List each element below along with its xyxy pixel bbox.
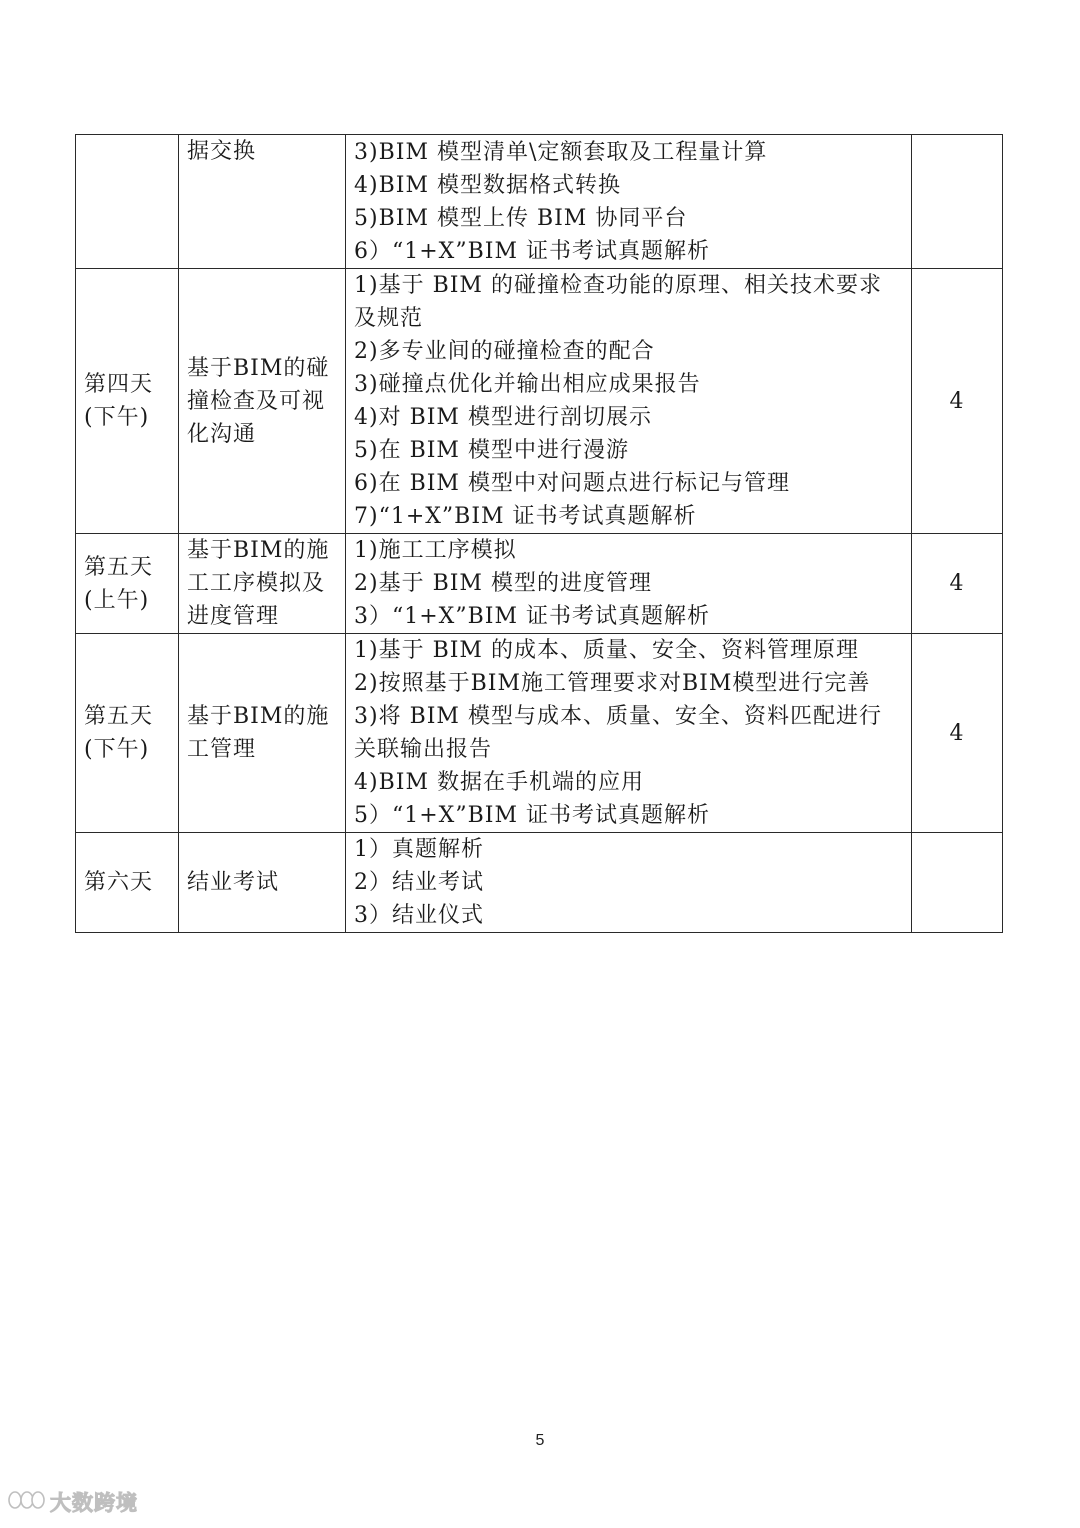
content-line: 4)BIM 模型数据格式转换 bbox=[354, 172, 621, 198]
content-line: 1)基于 BIM 的碰撞检查功能的原理、相关技术要求及规范 bbox=[354, 273, 882, 331]
hours-cell: 4 bbox=[912, 634, 1003, 833]
day-cell bbox=[76, 135, 179, 269]
content-line: 6)在 BIM 模型中对问题点进行标记与管理 bbox=[354, 471, 790, 496]
content-line: 3)BIM 模型清单\定额套取及工程量计算 bbox=[354, 139, 768, 165]
table-row bbox=[76, 534, 1003, 634]
day-cell bbox=[76, 534, 179, 634]
content-line: 2）结业考试 bbox=[354, 870, 484, 895]
topic-cell bbox=[179, 534, 346, 634]
course-schedule-table bbox=[75, 134, 1003, 933]
content-line: 4)对 BIM 模型进行剖切展示 bbox=[354, 405, 652, 430]
content-line: 7)“1+X”BIM 证书考试真题解析 bbox=[354, 504, 697, 529]
day-cell bbox=[76, 269, 179, 534]
session-label: (下午) bbox=[84, 405, 150, 430]
content-line: 3)碰撞点优化并输出相应成果报告 bbox=[354, 372, 701, 397]
hours-cell bbox=[912, 135, 1003, 269]
content-line: 1）真题解析 bbox=[354, 837, 484, 862]
day-cell bbox=[76, 634, 179, 833]
watermark-text: 大数跨境 bbox=[50, 1491, 138, 1515]
content-line: 1)施工工序模拟 bbox=[354, 538, 517, 563]
day-label: 第五天 bbox=[84, 554, 154, 580]
day-label: 第四天 bbox=[84, 372, 154, 397]
content-line: 6）“1+X”BIM 证书考试真题解析 bbox=[354, 238, 710, 264]
content-cell bbox=[346, 534, 912, 634]
topic-cell bbox=[179, 269, 346, 534]
topic-cell bbox=[179, 634, 346, 833]
table-row bbox=[76, 634, 1003, 833]
content-line: 5)在 BIM 模型中进行漫游 bbox=[354, 438, 629, 463]
topic-text: 基于BIM的施工工序模拟及进度管理 bbox=[187, 538, 330, 629]
topic-text: 结业考试 bbox=[187, 870, 280, 895]
topic-cell bbox=[179, 135, 346, 269]
watermark bbox=[6, 1486, 138, 1518]
topic-text: 基于BIM的施工管理 bbox=[187, 704, 330, 762]
page-number: 5 bbox=[535, 1432, 545, 1449]
hours-cell: 4 bbox=[912, 534, 1003, 634]
content-line: 2)按照基于BIM施工管理要求对BIM模型进行完善 bbox=[354, 671, 871, 696]
content-line: 2)多专业间的碰撞检查的配合 bbox=[354, 339, 655, 364]
content-line: 2)基于 BIM 模型的进度管理 bbox=[354, 571, 652, 596]
content-line: 3)将 BIM 模型与成本、质量、安全、资料匹配进行关联输出报告 bbox=[354, 704, 882, 762]
content-cell bbox=[346, 833, 912, 933]
content-line: 4)BIM 数据在手机端的应用 bbox=[354, 770, 644, 795]
topic-cell bbox=[179, 833, 346, 933]
hours-cell bbox=[912, 833, 1003, 933]
content-line: 5)BIM 模型上传 BIM 协同平台 bbox=[354, 205, 688, 231]
table-row bbox=[76, 269, 1003, 534]
session-label: (上午) bbox=[84, 587, 150, 613]
topic-text: 基于BIM的碰撞检查及可视化沟通 bbox=[187, 355, 330, 447]
day-label: 第五天 bbox=[84, 704, 154, 729]
day-label: 第六天 bbox=[84, 870, 154, 895]
day-cell bbox=[76, 833, 179, 933]
topic-text: 据交换 bbox=[187, 139, 257, 164]
content-line: 5）“1+X”BIM 证书考试真题解析 bbox=[354, 803, 710, 828]
wechat-channel-logo-icon bbox=[6, 1487, 46, 1517]
content-cell bbox=[346, 269, 912, 534]
content-cell bbox=[346, 634, 912, 833]
table-row bbox=[76, 833, 1003, 933]
content-cell bbox=[346, 135, 912, 269]
content-line: 3）结业仪式 bbox=[354, 903, 484, 928]
content-line: 3）“1+X”BIM 证书考试真题解析 bbox=[354, 604, 710, 629]
content-line: 1)基于 BIM 的成本、质量、安全、资料管理原理 bbox=[354, 638, 859, 663]
hours-cell: 4 bbox=[912, 269, 1003, 534]
table-row bbox=[76, 135, 1003, 269]
session-label: (下午) bbox=[84, 737, 150, 762]
